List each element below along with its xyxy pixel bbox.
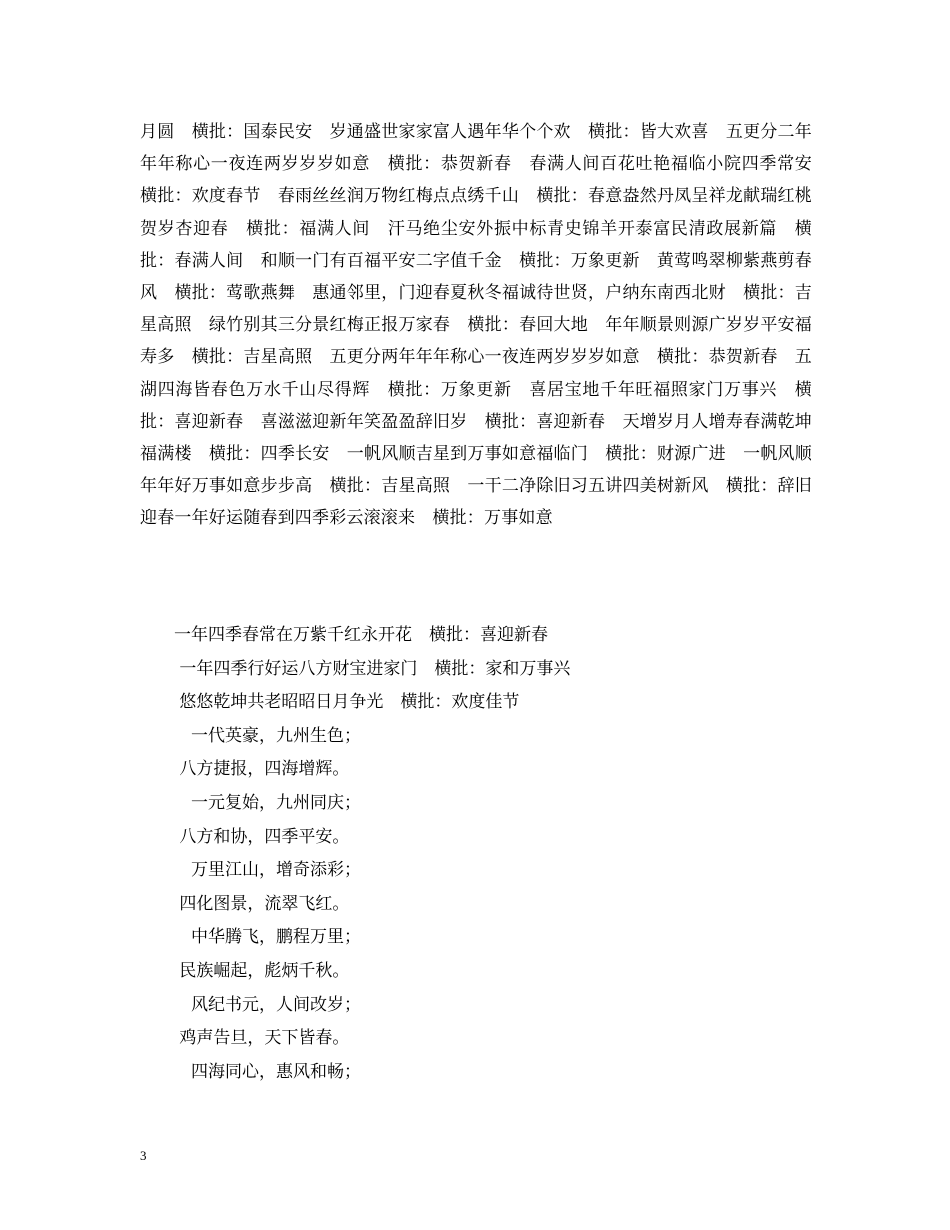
couplet-line: 万里江山，增奇添彩； <box>140 860 361 881</box>
couplet-list <box>140 619 812 1089</box>
couplet-line: 一元复始，九州同庆； <box>140 792 361 813</box>
couplet-line: 中华腾飞，鹏程万里； <box>140 927 361 948</box>
couplet-line: 风纪书元，人间改岁； <box>140 994 361 1015</box>
couplet-line: 四海同心，惠风和畅； <box>140 1061 361 1082</box>
couplet-line: 悠悠乾坤共老昭昭日月争光 横批：欢度佳节 <box>140 692 520 713</box>
couplet-line: 鸡声告旦，天下皆春。 <box>140 1028 350 1049</box>
couplet-line: 一代英豪，九州生色； <box>140 725 361 746</box>
page-number: 3 <box>140 1148 147 1163</box>
couplet-line: 八方捷报，四海增辉。 <box>140 759 350 780</box>
couplet-line: 四化图景，流翠飞红。 <box>140 893 350 914</box>
body-paragraph: 月圆 横批：国泰民安 岁通盛世家家富人遇年华个个欢 横批：皆大欢喜 五更分二年年年称心一夜连两岁岁岁如意 横批：恭贺新春 春满人间百花吐艳福临小院四季常安 横批：欢度春节 春雨丝丝润万物红梅点点绣千山 横批：春意盎然丹凤呈祥龙献瑞红桃贺岁杏迎春 横批：福满人间 汗马绝尘安外振中标青史锦羊开泰富民清政展新篇 横批：春满人间 和顺一门有百福平安二字值千金 横批：万象更新 黄莺鸣翠柳紫燕剪春风 横批：莺歌燕舞 惠通邻里，门迎春夏秋冬福诚待世贤，户纳东南西北财 横批：吉星高照 绿竹别其三分景红梅正报万家春 横批：春回大地 年年顺景则源广岁岁平安福寿多 横批：吉星高照 五更分两年年年称心一夜连两岁岁岁如意 横批：恭贺新春 五湖四海皆春色万水千山尽得辉 横批：万象更新 喜居宝地千年旺福照家门万事兴 横批：喜迎新春 喜滋滋迎新年笑盈盈辞旧岁 横批：喜迎新春 天增岁月人增寿春满乾坤福满楼 横批：四季长安 一帆风顺吉星到万事如意福临门 横批：财源广进 一帆风顺年年好万事如意步步高 横批：吉星高照 一干二净除旧习五讲四美树新风 横批：辞旧迎春一年好运随春到四季彩云滚滚来 横批：万事如意 <box>140 122 830 529</box>
couplet-line: 八方和协，四季平安。 <box>140 826 350 847</box>
couplet-line: 一年四季春常在万紫千红永开花 横批：喜迎新春 <box>140 625 548 645</box>
couplet-line: 民族崛起，彪炳千秋。 <box>140 960 350 981</box>
couplet-line: 一年四季行好运八方财宝进家门 横批：家和万事兴 <box>140 658 571 679</box>
